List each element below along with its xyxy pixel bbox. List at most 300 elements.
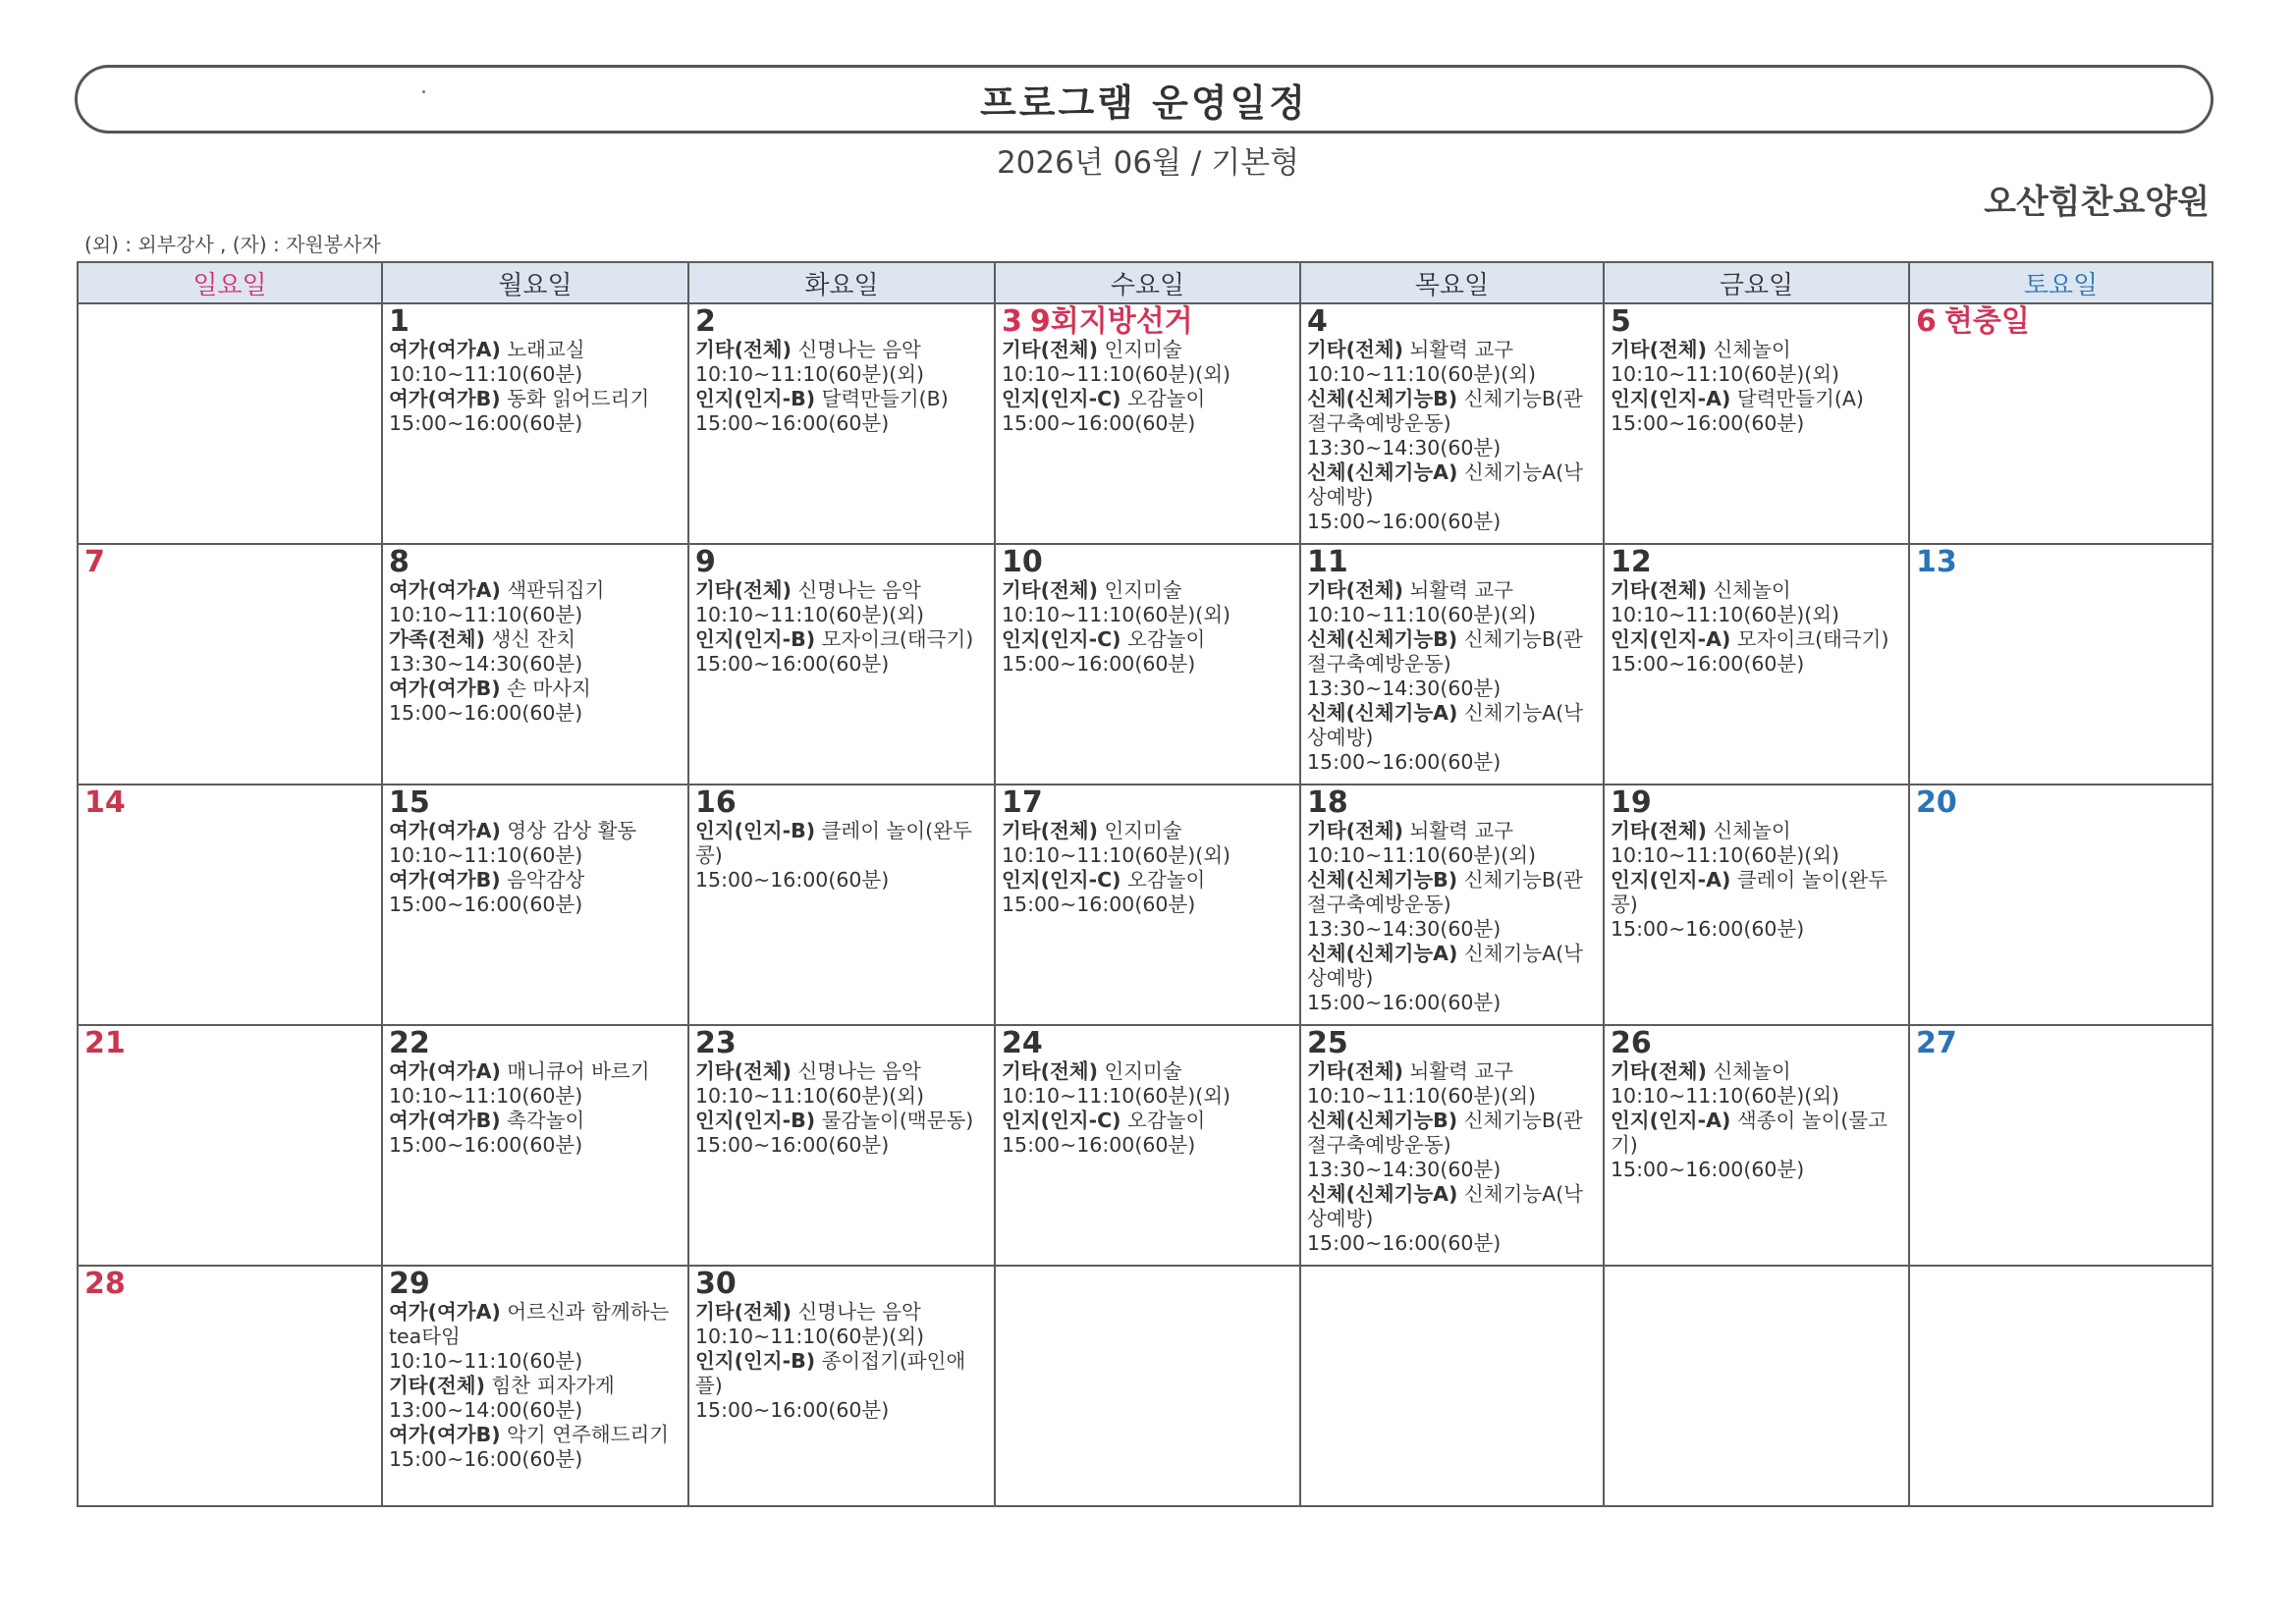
day-number-line [389, 1269, 682, 1300]
program-category: 기타(전체) [1002, 819, 1098, 842]
program-time: 15:00~16:00(60분) [695, 652, 890, 676]
program-entry [1307, 627, 1597, 701]
program-entry [1002, 578, 1293, 627]
week-row [78, 544, 2213, 785]
day-number-line [1611, 1028, 1902, 1059]
program-name: 신체기능B(관절구축예방운동) [1307, 868, 1583, 916]
program-category: 인지(인지-B) [695, 387, 816, 410]
program-name: 생신 잔치 [491, 627, 576, 651]
day-cell [1909, 1025, 2213, 1266]
day-number-line [1307, 306, 1597, 338]
program-name: 색판뒤집기 [507, 578, 605, 602]
program-time: 10:10~11:10(60분)(외) [1002, 843, 1231, 867]
day-cell [995, 785, 1300, 1025]
program-name: 힘찬 피자가게 [491, 1374, 615, 1397]
program-category: 신체(신체기능B) [1307, 387, 1458, 410]
program-category: 인지(인지-B) [695, 1349, 816, 1373]
program-entry [1611, 868, 1902, 942]
program-category: 기타(전체) [1002, 338, 1098, 361]
program-entry [1307, 942, 1597, 1015]
program-category: 기타(전체) [1002, 1059, 1098, 1083]
day-number: 21 [84, 1026, 126, 1060]
program-name: 신체기능A(낙상예방) [1307, 460, 1583, 509]
program-category: 가족(전체) [389, 627, 485, 651]
program-category: 기타(전체) [1307, 338, 1403, 361]
day-number: 8 [389, 545, 410, 579]
program-time: 10:10~11:10(60분)(외) [1611, 1084, 1840, 1108]
program-time: 10:10~11:10(60분) [389, 1084, 583, 1108]
program-category: 여가(여가B) [389, 1109, 501, 1132]
program-name: 신체기능B(관절구축예방운동) [1307, 387, 1583, 435]
program-category: 여가(여가A) [389, 819, 501, 842]
program-entry [1307, 868, 1597, 942]
day-number: 11 [1307, 545, 1348, 579]
program-time: 15:00~16:00(60분) [389, 893, 583, 916]
program-entry [1307, 1109, 1597, 1182]
day-cell [382, 544, 688, 785]
weekday-monday: 월요일 [382, 262, 688, 303]
program-entry [1002, 1059, 1293, 1109]
program-entry [1307, 1059, 1597, 1109]
program-name: 달력만들기(A) [1736, 387, 1864, 410]
day-number: 2 [695, 304, 716, 339]
program-entry [1307, 387, 1597, 460]
program-name: 어르신과 함께하는 tea타임 [389, 1300, 670, 1348]
day-number-line [695, 547, 988, 578]
program-time: 10:10~11:10(60분) [389, 843, 583, 867]
program-name: 신체기능B(관절구축예방운동) [1307, 1109, 1583, 1157]
day-number-line [1307, 1028, 1597, 1059]
day-number-line [1002, 787, 1293, 819]
program-category: 기타(전체) [1611, 578, 1707, 602]
week-row [78, 1266, 2213, 1506]
program-name: 신체놀이 [1713, 338, 1791, 361]
day-number: 30 [695, 1267, 737, 1301]
day-number-line [1611, 306, 1902, 338]
day-number-line [84, 1028, 375, 1059]
week-row [78, 303, 2213, 544]
day-number-line [1307, 547, 1597, 578]
program-entry [389, 578, 682, 627]
program-name: 인지미술 [1104, 578, 1182, 602]
program-entry [1002, 627, 1293, 677]
program-category: 인지(인지-B) [695, 627, 816, 651]
program-category: 인지(인지-B) [695, 1109, 816, 1132]
program-name: 모자이크(태극기) [821, 627, 974, 651]
program-name: 신체기능B(관절구축예방운동) [1307, 627, 1583, 676]
program-category: 기타(전체) [1002, 578, 1098, 602]
empty-day-cell [1604, 1266, 1909, 1506]
holiday-note: 현충일 [1943, 304, 2030, 339]
program-time: 13:30~14:30(60분) [389, 652, 583, 676]
program-time: 10:10~11:10(60분) [389, 1349, 583, 1373]
day-cell [1909, 544, 2213, 785]
day-number: 28 [84, 1267, 126, 1301]
program-category: 여가(여가A) [389, 338, 501, 361]
program-entry [695, 1349, 988, 1423]
program-entry [1002, 338, 1293, 387]
program-entry [695, 338, 988, 387]
day-number-line [1916, 547, 2206, 578]
day-number: 23 [695, 1026, 737, 1060]
program-entry [1611, 1109, 1902, 1182]
program-entry [389, 1423, 682, 1472]
program-time: 10:10~11:10(60분)(외) [695, 1325, 925, 1348]
day-cell [995, 544, 1300, 785]
program-entry [1611, 387, 1902, 436]
program-category: 인지(인지-C) [1002, 868, 1121, 892]
day-cell [1300, 544, 1604, 785]
program-name: 인지미술 [1104, 338, 1182, 361]
day-number: 26 [1611, 1026, 1652, 1060]
program-name: 뇌활력 교구 [1409, 578, 1514, 602]
day-number: 19 [1611, 785, 1652, 820]
weekday-saturday: 토요일 [1909, 262, 2213, 303]
day-number-line [389, 547, 682, 578]
program-category: 여가(여가B) [389, 677, 501, 700]
day-cell [688, 1266, 995, 1506]
program-category: 인지(인지-C) [1002, 627, 1121, 651]
day-number-line [1611, 787, 1902, 819]
program-name: 매니큐어 바르기 [507, 1059, 650, 1083]
empty-day-cell [78, 303, 382, 544]
program-category: 인지(인지-A) [1611, 627, 1731, 651]
day-cell [688, 544, 995, 785]
program-time: 15:00~16:00(60분) [695, 1398, 890, 1422]
day-cell [688, 1025, 995, 1266]
program-category: 기타(전체) [1307, 578, 1403, 602]
program-name: 신명나는 음악 [797, 1059, 921, 1083]
day-cell [1604, 303, 1909, 544]
program-entry [1307, 338, 1597, 387]
day-cell [78, 785, 382, 1025]
scan-speck [422, 90, 425, 93]
program-entry [1002, 819, 1293, 868]
program-name: 신체기능A(낙상예방) [1307, 1182, 1583, 1230]
program-name: 신체기능A(낙상예방) [1307, 701, 1583, 749]
program-name: 음악감상 [507, 868, 585, 892]
program-time: 10:10~11:10(60분)(외) [1307, 843, 1537, 867]
program-time: 10:10~11:10(60분)(외) [1611, 843, 1840, 867]
day-cell [1300, 303, 1604, 544]
day-number-line [1916, 787, 2206, 819]
program-entry [1611, 338, 1902, 387]
program-time: 15:00~16:00(60분) [1002, 1133, 1196, 1157]
program-entry [1611, 819, 1902, 868]
day-number: 20 [1916, 785, 1957, 820]
program-time: 10:10~11:10(60분)(외) [695, 1084, 925, 1108]
holiday-note: 9회지방선거 [1029, 304, 1193, 339]
day-cell [1300, 1025, 1604, 1266]
program-category: 기타(전체) [695, 1059, 792, 1083]
program-time: 15:00~16:00(60분) [389, 411, 583, 435]
program-time: 15:00~16:00(60분) [389, 701, 583, 725]
calendar-table [77, 261, 2214, 1507]
program-category: 신체(신체기능B) [1307, 1109, 1458, 1132]
program-name: 클레이 놀이(완두콩) [695, 819, 972, 867]
program-time: 13:30~14:30(60분) [1307, 677, 1502, 700]
weekday-friday: 금요일 [1604, 262, 1909, 303]
program-time: 10:10~11:10(60분)(외) [1002, 1084, 1231, 1108]
program-entry [695, 387, 988, 436]
program-category: 인지(인지-B) [695, 819, 816, 842]
program-time: 13:30~14:30(60분) [1307, 1158, 1502, 1181]
program-name: 손 마사지 [507, 677, 591, 700]
program-time: 10:10~11:10(60분)(외) [1307, 362, 1537, 386]
program-name: 오감놀이 [1127, 1109, 1206, 1132]
page-title: 프로그램 운영일정 [980, 81, 1308, 125]
weekday-header-row [78, 262, 2213, 303]
program-category: 신체(신체기능B) [1307, 868, 1458, 892]
program-category: 인지(인지-A) [1611, 1109, 1731, 1132]
empty-day-cell [995, 1266, 1300, 1506]
day-cell [1909, 303, 2213, 544]
day-number: 25 [1307, 1026, 1348, 1060]
program-time: 10:10~11:10(60분) [389, 603, 583, 626]
program-category: 신체(신체기능A) [1307, 1182, 1458, 1206]
day-number: 1 [389, 304, 410, 339]
facility-name: 오산힘찬요양원 [1984, 183, 2210, 222]
program-entry [1611, 627, 1902, 677]
day-number: 12 [1611, 545, 1652, 579]
program-time: 15:00~16:00(60분) [389, 1447, 583, 1471]
title-banner [75, 65, 2214, 134]
program-time: 10:10~11:10(60분) [389, 362, 583, 386]
program-name: 신명나는 음악 [797, 578, 921, 602]
weekday-wednesday: 수요일 [995, 262, 1300, 303]
day-cell [1909, 785, 2213, 1025]
program-category: 여가(여가B) [389, 1423, 501, 1446]
program-entry [389, 627, 682, 677]
program-name: 신명나는 음악 [797, 338, 921, 361]
day-cell [995, 1025, 1300, 1266]
program-category: 기타(전체) [1611, 819, 1707, 842]
program-time: 10:10~11:10(60분)(외) [1307, 1084, 1537, 1108]
program-entry [1611, 1059, 1902, 1109]
day-cell [78, 1266, 382, 1506]
day-number: 29 [389, 1267, 430, 1301]
program-time: 15:00~16:00(60분) [1002, 652, 1196, 676]
day-cell [688, 785, 995, 1025]
program-category: 여가(여가A) [389, 1059, 501, 1083]
program-entry [695, 578, 988, 627]
program-time: 15:00~16:00(60분) [1307, 510, 1502, 533]
day-number: 14 [84, 785, 126, 820]
legend-note: (외) : 외부강사 , (자) : 자원봉사자 [84, 233, 381, 256]
day-number-line [389, 1028, 682, 1059]
day-cell [78, 1025, 382, 1266]
day-number-line [695, 787, 988, 819]
program-category: 신체(신체기능A) [1307, 701, 1458, 725]
program-category: 기타(전체) [1307, 819, 1403, 842]
program-name: 오감놀이 [1127, 387, 1206, 410]
program-name: 악기 연주해드리기 [507, 1423, 670, 1446]
program-name: 종이접기(파인애플) [695, 1349, 966, 1397]
day-number: 18 [1307, 785, 1348, 820]
day-cell [1604, 1025, 1909, 1266]
day-cell [1604, 544, 1909, 785]
program-name: 신체기능A(낙상예방) [1307, 942, 1583, 990]
program-name: 동화 읽어드리기 [507, 387, 650, 410]
program-category: 인지(인지-C) [1002, 387, 1121, 410]
weekday-tuesday: 화요일 [688, 262, 995, 303]
program-entry [695, 1109, 988, 1158]
program-entry [1307, 819, 1597, 868]
program-name: 인지미술 [1104, 1059, 1182, 1083]
program-time: 10:10~11:10(60분)(외) [695, 603, 925, 626]
program-entry [1002, 1109, 1293, 1158]
program-category: 인지(인지-A) [1611, 387, 1731, 410]
day-number-line [1307, 787, 1597, 819]
program-time: 15:00~16:00(60분) [1611, 1158, 1805, 1181]
program-entry [1307, 578, 1597, 627]
program-name: 신체놀이 [1713, 578, 1791, 602]
program-time: 13:00~14:00(60분) [389, 1398, 583, 1422]
program-time: 13:30~14:30(60분) [1307, 436, 1502, 460]
program-entry [389, 1374, 682, 1423]
program-name: 달력만들기(B) [821, 387, 949, 410]
program-time: 15:00~16:00(60분) [1611, 411, 1805, 435]
program-category: 기타(전체) [695, 338, 792, 361]
day-number-line [1002, 547, 1293, 578]
day-number: 27 [1916, 1026, 1957, 1060]
program-entry [389, 1059, 682, 1109]
program-name: 신체놀이 [1713, 1059, 1791, 1083]
day-number-line [84, 1269, 375, 1300]
program-category: 여가(여가B) [389, 387, 501, 410]
program-category: 기타(전체) [1611, 1059, 1707, 1083]
empty-day-cell [1300, 1266, 1604, 1506]
program-time: 15:00~16:00(60분) [1307, 750, 1502, 774]
program-entry [695, 627, 988, 677]
program-entry [1002, 387, 1293, 436]
program-entry [389, 868, 682, 917]
week-row [78, 1025, 2213, 1266]
program-name: 영상 감상 활동 [507, 819, 637, 842]
program-entry [389, 819, 682, 868]
day-number-line [84, 547, 375, 578]
day-number-line [695, 1028, 988, 1059]
program-time: 10:10~11:10(60분)(외) [1611, 603, 1840, 626]
program-time: 13:30~14:30(60분) [1307, 917, 1502, 941]
day-number: 13 [1916, 545, 1957, 579]
program-entry [389, 677, 682, 726]
day-number-line [695, 306, 988, 338]
program-name: 신체놀이 [1713, 819, 1791, 842]
day-number: 5 [1611, 304, 1631, 339]
program-time: 15:00~16:00(60분) [695, 1133, 890, 1157]
program-name: 인지미술 [1104, 819, 1182, 842]
program-category: 기타(전체) [1611, 338, 1707, 361]
program-entry [389, 338, 682, 387]
program-category: 기타(전체) [1307, 1059, 1403, 1083]
weekday-sunday: 일요일 [78, 262, 382, 303]
day-number: 3 [1002, 304, 1022, 339]
day-number-line [1002, 1028, 1293, 1059]
day-number-line [695, 1269, 988, 1300]
program-name: 모자이크(태극기) [1736, 627, 1889, 651]
program-name: 오감놀이 [1127, 627, 1206, 651]
program-category: 여가(여가A) [389, 578, 501, 602]
program-time: 15:00~16:00(60분) [1611, 917, 1805, 941]
program-entry [1307, 1182, 1597, 1256]
empty-day-cell [1909, 1266, 2213, 1506]
program-category: 인지(인지-C) [1002, 1109, 1121, 1132]
program-time: 15:00~16:00(60분) [1002, 893, 1196, 916]
day-cell [382, 303, 688, 544]
day-number: 16 [695, 785, 737, 820]
program-time: 10:10~11:10(60분)(외) [1611, 362, 1840, 386]
day-number-line [389, 306, 682, 338]
program-name: 뇌활력 교구 [1409, 819, 1514, 842]
day-number: 4 [1307, 304, 1328, 339]
program-time: 15:00~16:00(60분) [1307, 991, 1502, 1014]
day-number: 10 [1002, 545, 1043, 579]
page-subtitle: 2026년 06월 / 기본형 [996, 145, 1300, 181]
program-time: 15:00~16:00(60분) [695, 411, 890, 435]
program-entry [695, 1300, 988, 1349]
day-cell [382, 1025, 688, 1266]
program-category: 여가(여가A) [389, 1300, 501, 1324]
day-number: 6 [1916, 304, 1937, 339]
program-time: 10:10~11:10(60분)(외) [1307, 603, 1537, 626]
program-time: 15:00~16:00(60분) [1307, 1231, 1502, 1255]
program-category: 신체(신체기능A) [1307, 460, 1458, 484]
day-cell [995, 303, 1300, 544]
day-cell [382, 785, 688, 1025]
day-number-line [389, 787, 682, 819]
day-number-line [1611, 547, 1902, 578]
program-name: 뇌활력 교구 [1409, 338, 1514, 361]
day-number: 22 [389, 1026, 430, 1060]
program-entry [695, 819, 988, 893]
day-number: 15 [389, 785, 430, 820]
day-number-line [1916, 1028, 2206, 1059]
day-number: 9 [695, 545, 716, 579]
program-entry [1611, 578, 1902, 627]
day-number-line [84, 787, 375, 819]
program-name: 물감놀이(맥문동) [821, 1109, 974, 1132]
day-cell [688, 303, 995, 544]
day-number: 7 [84, 545, 105, 579]
program-entry [1307, 460, 1597, 534]
day-number: 17 [1002, 785, 1043, 820]
day-cell [1604, 785, 1909, 1025]
program-time: 15:00~16:00(60분) [1611, 652, 1805, 676]
day-number-line [1916, 306, 2206, 338]
program-category: 신체(신체기능A) [1307, 942, 1458, 965]
program-name: 신명나는 음악 [797, 1300, 921, 1324]
day-cell [382, 1266, 688, 1506]
program-entry [389, 1109, 682, 1158]
program-category: 기타(전체) [695, 578, 792, 602]
program-name: 뇌활력 교구 [1409, 1059, 1514, 1083]
program-time: 10:10~11:10(60분)(외) [1002, 362, 1231, 386]
program-entry [389, 1300, 682, 1374]
program-entry [695, 1059, 988, 1109]
program-name: 색종이 놀이(물고기) [1611, 1109, 1887, 1157]
program-time: 10:10~11:10(60분)(외) [1002, 603, 1231, 626]
program-entry [1307, 701, 1597, 775]
weekday-thursday: 목요일 [1300, 262, 1604, 303]
program-time: 15:00~16:00(60분) [1002, 411, 1196, 435]
program-category: 기타(전체) [695, 1300, 792, 1324]
day-cell [78, 544, 382, 785]
program-name: 오감놀이 [1127, 868, 1206, 892]
day-number: 24 [1002, 1026, 1043, 1060]
program-category: 기타(전체) [389, 1374, 485, 1397]
program-entry [389, 387, 682, 436]
